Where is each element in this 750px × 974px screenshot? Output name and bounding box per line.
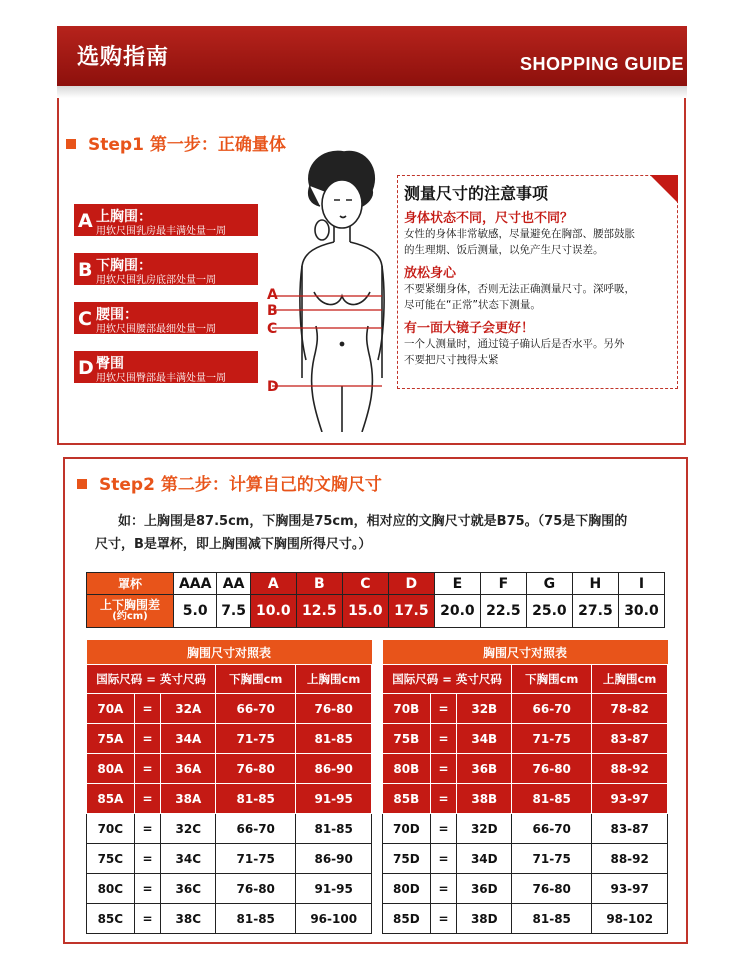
under-bust-cell: 71-75 [216,844,296,874]
bust-cell: 78-82 [592,694,668,724]
header-shadow [57,86,687,98]
size-intl-cell: 85D [383,904,431,934]
cup-cell: I [618,573,664,595]
under-bust-cell: 81-85 [216,784,296,814]
under-bust-cell: 71-75 [512,844,592,874]
diff-cell: 12.5 [296,595,342,628]
table-row [383,724,668,754]
bullet-square-icon [66,139,76,149]
size-intl-cell: 75D [383,844,431,874]
equals-cell: = [134,694,161,724]
equals-cell: = [430,784,457,814]
bust-cell: 86-90 [296,754,372,784]
size-intl-cell: 80B [383,754,431,784]
notes-title: 测量尺寸的注意事项 [404,184,549,203]
measure-desc: 用软尺围臀部最丰满处量一周 [96,373,226,384]
table-row [383,784,668,814]
diff-label [87,595,174,628]
size-intl-cell: 70A [87,694,135,724]
table-row [383,904,668,934]
measure-box-a [74,204,258,236]
under-bust-cell: 81-85 [512,784,592,814]
equals-cell: = [430,844,457,874]
diff-cell: 17.5 [388,595,434,628]
measure-desc: 用软尺围腰部最细处量一周 [96,324,216,335]
size-intl-cell: 80D [383,874,431,904]
equals-cell: = [430,904,457,934]
figure-label-d: D [267,379,279,395]
size-inch-cell: 34D [457,844,512,874]
bust-cell: 86-90 [296,844,372,874]
header-text: 国际尺码 [96,672,143,686]
header-text: 英寸尺码 [159,672,206,686]
notes-text: 不要紧绷身体，否则无法正确测量尺寸。深呼吸， [404,283,635,295]
header-size-international [87,665,216,694]
equals-cell: = [134,904,161,934]
equals-cell: = [134,874,161,904]
diff-label-unit: (约cm) [112,611,148,622]
table-row [383,754,668,784]
figure-label-a: A [267,287,278,303]
size-intl-cell: 85B [383,784,431,814]
reference-table-right [382,640,668,934]
under-bust-cell: 66-70 [216,694,296,724]
under-bust-cell: 66-70 [216,814,296,844]
diff-cell: 30.0 [618,595,664,628]
cup-cell: G [526,573,572,595]
bust-cell: 96-100 [296,904,372,934]
reference-table-header [383,665,668,694]
under-bust-cell: 71-75 [216,724,296,754]
size-inch-cell: 32C [161,814,216,844]
cup-cell: A [250,573,296,595]
reference-table-caption: 胸围尺寸对照表 [87,640,372,665]
measure-box-d [74,351,258,383]
measure-name: 上胸围： [96,209,152,225]
diff-cell: 27.5 [572,595,618,628]
cup-cell: D [388,573,434,595]
header-under-bust: 下胸围cm [512,665,592,694]
size-inch-cell: 34C [161,844,216,874]
notes-heading: 放松身心 [404,266,457,281]
size-inch-cell: 36A [161,754,216,784]
step1-title-text: Step1 第一步：正确量体 [88,135,286,155]
table-row [87,754,372,784]
equals-cell: = [430,874,457,904]
equals-cell: = [430,814,457,844]
under-bust-cell: 76-80 [216,754,296,784]
bust-cell: 81-85 [296,724,372,754]
table-row [383,874,668,904]
measure-letter: C [78,308,92,330]
step2-title-text: Step2 第二步：计算自己的文胸尺寸 [99,475,382,495]
cup-row [87,573,665,595]
body-figure-illustration [262,146,402,432]
size-inch-cell: 32B [457,694,512,724]
diff-row [87,595,665,628]
table-row [87,844,372,874]
size-intl-cell: 70D [383,814,431,844]
header-text: = [442,672,452,686]
cup-cell: AAA [174,573,217,595]
size-inch-cell: 36B [457,754,512,784]
bust-cell: 98-102 [592,904,668,934]
measure-name: 下胸围： [96,258,152,274]
table-row [87,694,372,724]
size-intl-cell: 75C [87,844,135,874]
notes-text: 尽可能在“正常”状态下测量。 [404,299,541,311]
equals-cell: = [134,814,161,844]
figure-label-c: C [267,321,278,337]
notes-heading: 身体状态不同，尺寸也不同？ [404,211,574,226]
diff-cell: 5.0 [174,595,217,628]
header-title-cn: 选购指南 [77,45,170,70]
bust-cell: 93-97 [592,784,668,814]
measure-desc: 用软尺围乳房底部处量一周 [96,275,216,286]
header-text: 英寸尺码 [455,672,502,686]
size-intl-cell: 80C [87,874,135,904]
table-row [87,784,372,814]
size-inch-cell: 38B [457,784,512,814]
example-line-1: 如：上胸围是87.5cm，下胸围是75cm，相对应的文胸尺寸就是B75。（75是下胸围的 [118,514,628,529]
under-bust-cell: 66-70 [512,814,592,844]
size-inch-cell: 36C [161,874,216,904]
equals-cell: = [134,754,161,784]
size-intl-cell: 75A [87,724,135,754]
reference-table-left [86,640,372,934]
equals-cell: = [134,784,161,814]
step2-title [77,470,382,495]
size-intl-cell: 70B [383,694,431,724]
size-inch-cell: 32A [161,694,216,724]
notes-text: 的生理期、饭后测量，以免产生尺寸误差。 [404,244,604,256]
diff-cell: 20.0 [434,595,480,628]
bust-cell: 76-80 [296,694,372,724]
header-title-en: SHOPPING GUIDE [519,54,684,74]
measure-name: 腰围： [96,307,138,323]
table-row [87,724,372,754]
bust-cell: 88-92 [592,754,668,784]
cup-label: 罩杯 [87,573,174,595]
size-inch-cell: 38D [457,904,512,934]
header-size-international [383,665,512,694]
measure-box-b [74,253,258,285]
table-row [87,904,372,934]
size-inch-cell: 34A [161,724,216,754]
table-row [383,694,668,724]
bust-cell: 91-95 [296,874,372,904]
table-row [87,874,372,904]
measure-desc: 用软尺围乳房最丰满处量一周 [96,226,226,237]
corner-fold-icon [650,175,678,203]
table-row [383,814,668,844]
notes-text: 不要把尺寸拽得太紧 [404,354,499,366]
bust-cell: 91-95 [296,784,372,814]
size-inch-cell: 38C [161,904,216,934]
bust-cell: 83-87 [592,724,668,754]
under-bust-cell: 66-70 [512,694,592,724]
diff-cell: 15.0 [342,595,388,628]
diff-label-line: 上下胸围差 [99,598,160,612]
under-bust-cell: 81-85 [512,904,592,934]
measure-box-c [74,302,258,334]
header-text: 国际尺码 [392,672,439,686]
size-intl-cell: 85A [87,784,135,814]
equals-cell: = [134,844,161,874]
cup-cell: C [342,573,388,595]
bullet-square-icon [77,479,87,489]
header-bust: 上胸围cm [296,665,372,694]
cup-cell: F [480,573,526,595]
bust-cell: 83-87 [592,814,668,844]
bust-cell: 81-85 [296,814,372,844]
under-bust-cell: 81-85 [216,904,296,934]
notes-heading: 有一面大镜子会更好！ [404,321,535,336]
cup-cell: E [434,573,480,595]
size-inch-cell: 34B [457,724,512,754]
size-intl-cell: 75B [383,724,431,754]
figure-label-b: B [267,303,278,319]
header-text: = [146,672,156,686]
under-bust-cell: 76-80 [512,874,592,904]
measure-letter: B [78,259,93,281]
table-row [383,844,668,874]
diff-cell: 10.0 [250,595,296,628]
under-bust-cell: 76-80 [216,874,296,904]
bust-cell: 93-97 [592,874,668,904]
size-intl-cell: 80A [87,754,135,784]
equals-cell: = [430,724,457,754]
equals-cell: = [430,694,457,724]
cup-size-table [86,572,665,628]
under-bust-cell: 76-80 [512,754,592,784]
diff-cell: 7.5 [217,595,250,628]
size-inch-cell: 38A [161,784,216,814]
size-intl-cell: 70C [87,814,135,844]
reference-table-caption: 胸围尺寸对照表 [383,640,668,665]
measure-letter: D [78,357,94,379]
under-bust-cell: 71-75 [512,724,592,754]
bust-cell: 88-92 [592,844,668,874]
diff-cell: 22.5 [480,595,526,628]
header-under-bust: 下胸围cm [216,665,296,694]
reference-table-header [87,665,372,694]
notes-content [404,207,676,368]
cup-cell: AA [217,573,250,595]
measure-letter: A [78,210,93,232]
equals-cell: = [430,754,457,784]
equals-cell: = [134,724,161,754]
measure-name: 臀围 [96,356,124,372]
size-inch-cell: 32D [457,814,512,844]
cup-cell: H [572,573,618,595]
table-row [87,814,372,844]
size-intl-cell: 85C [87,904,135,934]
diff-cell: 25.0 [526,595,572,628]
cup-cell: B [296,573,342,595]
notes-text: 一个人测量时，通过镜子确认后是否水平。另外 [404,338,625,350]
header-bust: 上胸围cm [592,665,668,694]
size-inch-cell: 36D [457,874,512,904]
step1-title [66,130,286,155]
example-line-2: 尺寸，B是罩杯，即上胸围减下胸围所得尺寸。） [95,537,372,552]
notes-text: 女性的身体非常敏感，尽量避免在胸部、腰部鼓胀 [404,228,635,240]
